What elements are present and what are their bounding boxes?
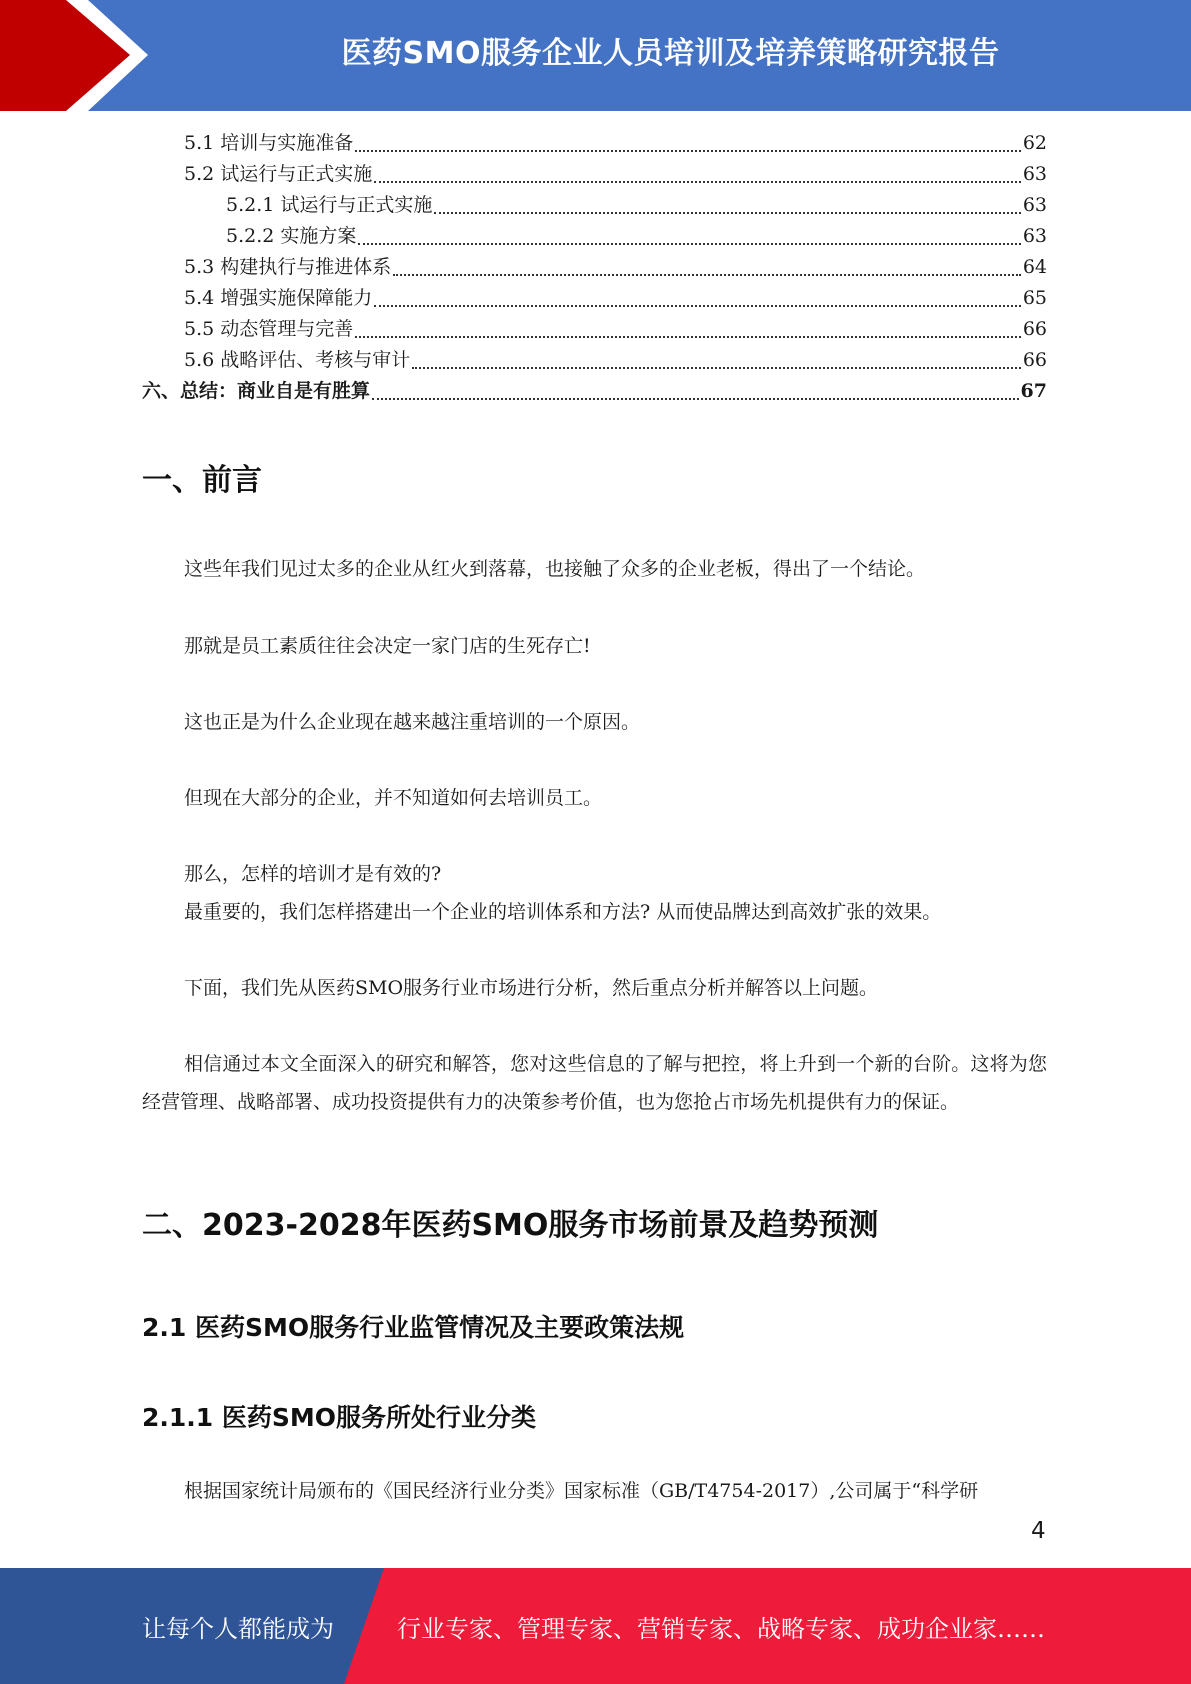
toc-entry-page: 66 (1022, 349, 1047, 371)
toc-dot-leader (358, 243, 1020, 245)
toc-entry-page: 62 (1022, 132, 1047, 154)
toc-entry-label: 5.2.2 实施方案 (226, 225, 357, 247)
toc-entry[interactable] (184, 159, 1047, 190)
preface-paragraph: 那就是员工素质往往会决定一家门店的生死存亡! (184, 635, 591, 657)
red-arrow-decoration (0, 0, 160, 111)
toc-entry[interactable] (226, 221, 1047, 252)
toc-entry-label: 5.6 战略评估、考核与审计 (184, 349, 411, 371)
toc-entry-label: 5.1 培训与实施准备 (184, 132, 354, 154)
toc-dot-leader (374, 305, 1021, 307)
footer-slogan-left: 让每个人都能成为 (142, 1614, 334, 1643)
toc-dot-leader (412, 367, 1021, 369)
preface-paragraph: 但现在大部分的企业，并不知道如何去培训员工。 (184, 787, 603, 809)
toc-entry-page: 67 (1020, 380, 1047, 402)
toc-entry[interactable] (184, 345, 1047, 376)
toc-entry-page: 64 (1022, 256, 1047, 278)
toc-dot-leader (434, 212, 1020, 214)
report-title: 医药SMO服务企业人员培训及培养策略研究报告 (341, 36, 1000, 71)
toc-entry-page: 63 (1022, 163, 1047, 185)
toc-dot-leader (393, 274, 1021, 276)
toc-entry-label: 5.2.1 试运行与正式实施 (226, 194, 433, 216)
chapter-2-heading: 二、2023-2028年医药SMO服务市场前景及趋势预测 (142, 1208, 879, 1243)
page-header (0, 0, 1191, 111)
footer-slogan-right: 行业专家、管理专家、营销专家、战略专家、成功企业家…… (397, 1614, 1045, 1643)
toc-entry[interactable] (184, 314, 1047, 345)
toc-entry-chapter[interactable] (142, 376, 1047, 407)
section-2-1-1-paragraph: 根据国家统计局颁布的《国民经济行业分类》国家标准（GB/T4754-2017）,公司属于“科学研 (184, 1480, 979, 1502)
toc-dot-leader (374, 181, 1021, 183)
toc-entry[interactable] (184, 128, 1047, 159)
page-footer (0, 1568, 1191, 1684)
page-number: 4 (1031, 1518, 1046, 1544)
section-2-1-1-heading: 2.1.1 医药SMO服务所处行业分类 (142, 1403, 537, 1432)
toc-dot-leader (355, 336, 1021, 338)
toc-entry-page: 63 (1022, 225, 1047, 247)
toc-entry-label: 5.4 增强实施保障能力 (184, 287, 373, 309)
toc-entry-page: 65 (1022, 287, 1047, 309)
toc-entry-label: 六、总结：商业自是有胜算 (142, 380, 371, 402)
toc-entry-label: 5.5 动态管理与完善 (184, 318, 354, 340)
toc-entry-label: 5.3 构建执行与推进体系 (184, 256, 392, 278)
preface-heading: 一、前言 (142, 463, 262, 498)
preface-paragraph: 下面，我们先从医药SMO服务行业市场进行分析，然后重点分析并解答以上问题。 (184, 977, 879, 999)
toc-dot-leader (372, 398, 1019, 400)
section-2-1-heading: 2.1 医药SMO服务行业监管情况及主要政策法规 (142, 1313, 685, 1342)
toc-entry[interactable] (226, 190, 1047, 221)
toc-entry[interactable] (184, 252, 1047, 283)
preface-paragraph: 这些年我们见过太多的企业从红火到落幕，也接触了众多的企业老板，得出了一个结论。 (184, 558, 926, 580)
toc-entry-label: 5.2 试运行与正式实施 (184, 163, 373, 185)
preface-paragraph: 最重要的，我们怎样搭建出一个企业的培训体系和方法? 从而使品牌达到高效扩张的效果。 (184, 901, 942, 923)
preface-paragraph: 这也正是为什么企业现在越来越注重培训的一个原因。 (184, 711, 641, 733)
toc-entry-page: 66 (1022, 318, 1047, 340)
toc-dot-leader (355, 150, 1021, 152)
preface-paragraph: 那么，怎样的培训才是有效的? (184, 863, 442, 885)
toc-entry-page: 63 (1022, 194, 1047, 216)
preface-paragraph: 相信通过本文全面深入的研究和解答，您对这些信息的了解与把控，将上升到一个新的台阶。这将为您经营管理、战略部署、成功投资提供有力的决策参考价值，也为您抢占市场先机提供有力的保证。 (142, 1053, 1047, 1113)
toc-entry[interactable] (184, 283, 1047, 314)
